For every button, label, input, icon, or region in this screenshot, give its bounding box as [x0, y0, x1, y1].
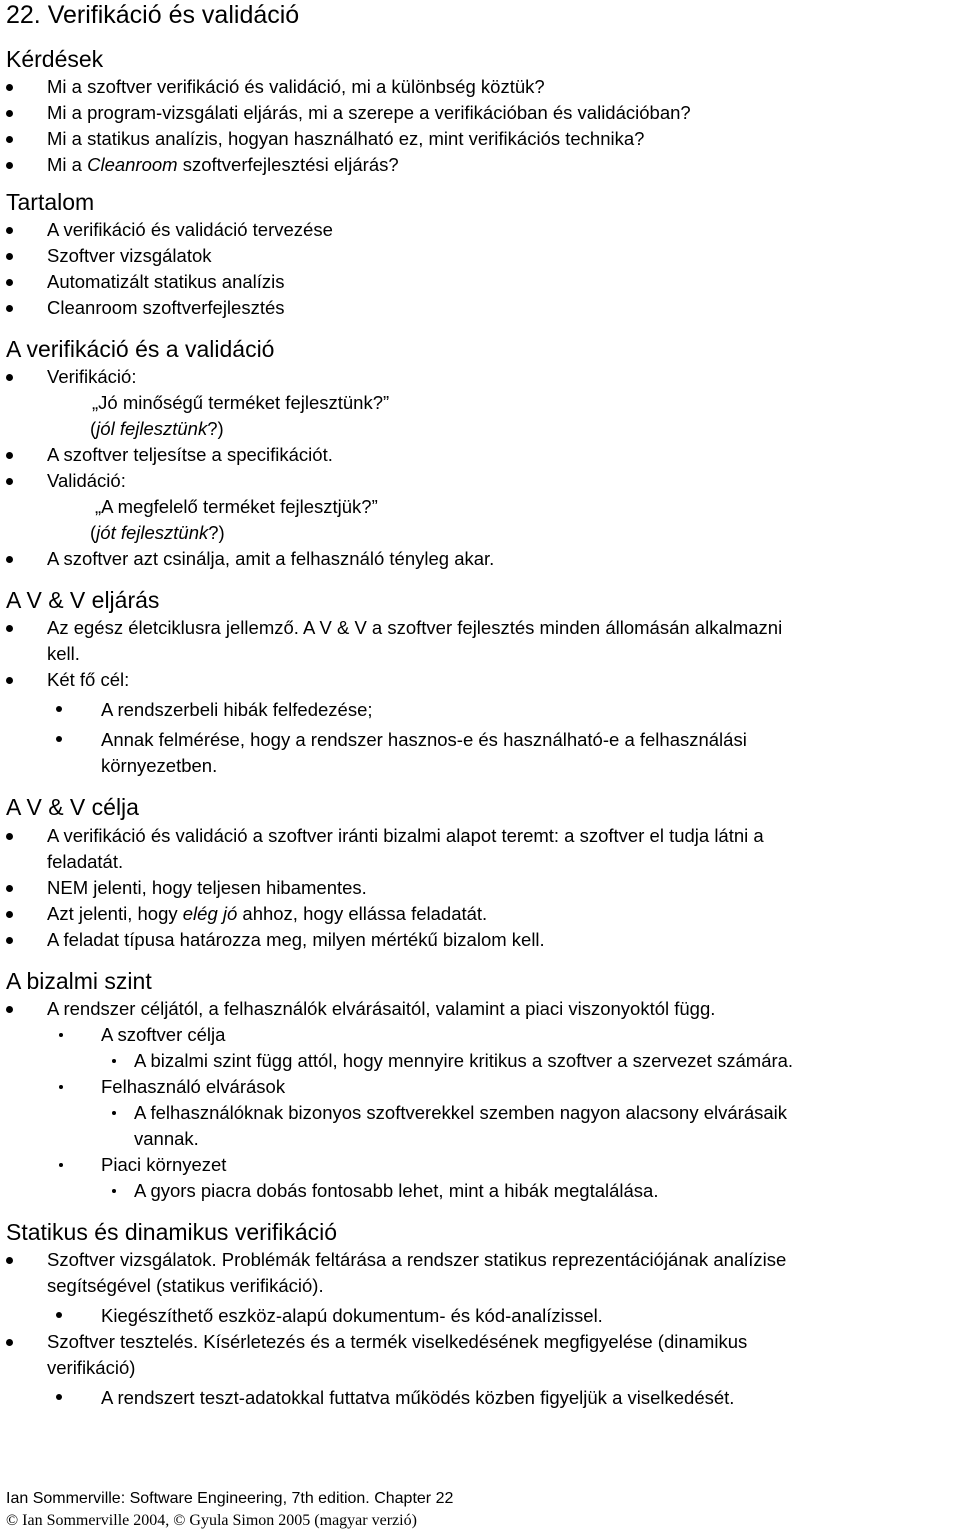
list-item: A verifikáció és validáció a szoftver iránti bizalmi alapot teremt: a szoftver el tudja látni a feladatát.: [6, 823, 956, 875]
bullet-icon: [56, 1394, 62, 1400]
bullet-icon: [6, 253, 13, 260]
bullet-icon: [6, 110, 13, 117]
sub-list-item: Kiegészíthető eszköz-alapú dokumentum- és kód-analízissel.: [6, 1303, 956, 1329]
bullet-icon: [6, 677, 13, 684]
section-heading-bizalmi: A bizalmi szint: [6, 968, 152, 994]
list-bizalmi: [6, 996, 956, 1204]
bullet-icon: [6, 625, 13, 632]
list-item: Két fő cél:: [6, 667, 956, 693]
list-item: Validáció:: [6, 468, 956, 494]
list-eljaras: [6, 615, 956, 779]
bullet-icon: [6, 374, 13, 381]
bullet-icon: [59, 1085, 63, 1089]
section-heading-eljaras: A V & V eljárás: [6, 587, 160, 613]
document-title: 22. Verifikáció és validáció: [6, 1, 300, 29]
list-item: Szoftver tesztelés. Kísérletezés és a termék viselkedésének megfigyelése (dinamikus verifikáció): [6, 1329, 956, 1381]
valid-note: (jót fejlesztünk?): [90, 522, 225, 543]
bullet-icon: [6, 279, 13, 286]
bullet-icon: [112, 1059, 116, 1063]
verif-quote: „Jó minőségű terméket fejlesztünk?”: [92, 392, 390, 413]
list-item: Mi a Cleanroom szoftverfejlesztési eljárás?: [6, 152, 956, 178]
list-item: Szoftver vizsgálatok: [6, 243, 956, 269]
bullet-icon: [6, 911, 13, 918]
list-item: Mi a program-vizsgálati eljárás, mi a szerepe a verifikációban és validációban?: [6, 100, 956, 126]
bullet-icon: [59, 1163, 63, 1167]
list-kerdesek: [6, 74, 956, 178]
list-item: Mi a szoftver verifikáció és validáció, mi a különbség köztük?: [6, 74, 956, 100]
bullet-icon: [6, 478, 13, 485]
bullet-icon: [112, 1111, 116, 1115]
list-tartalom: [6, 217, 956, 321]
sub-sub-list-item: A bizalmi szint függ attól, hogy mennyire kritikus a szoftver a szervezet számára.: [6, 1048, 956, 1074]
bullet-icon: [56, 1312, 62, 1318]
sub-list-item: A rendszert teszt-adatokkal futtatva működés közben figyeljük a viselkedését.: [6, 1385, 956, 1411]
section-heading-kerdesek: Kérdések: [6, 46, 104, 72]
bullet-icon: [6, 227, 13, 234]
bullet-icon: [6, 1006, 13, 1013]
bullet-icon: [6, 833, 13, 840]
bullet-icon: [6, 1257, 13, 1264]
bullet-icon: [6, 937, 13, 944]
page-footer: [6, 1488, 453, 1532]
section-heading-vv: A verifikáció és a validáció: [6, 336, 275, 362]
document-page: [6, 0, 956, 1411]
list-item: Verifikáció:: [6, 364, 956, 390]
list-celja: [6, 823, 956, 953]
list-item: A szoftver teljesítse a specifikációt.: [6, 442, 956, 468]
bullet-icon: [6, 885, 13, 892]
sub-list-item: A rendszerbeli hibák felfedezése;: [6, 697, 956, 723]
sub-list-item: A szoftver célja: [6, 1022, 956, 1048]
sub-sub-list-item: A felhasználóknak bizonyos szoftverekkel szemben nagyon alacsony elvárásaik vannak.: [6, 1100, 956, 1152]
list-statikus: [6, 1247, 956, 1411]
list-item: Mi a statikus analízis, hogyan használható ez, mint verifikációs technika?: [6, 126, 956, 152]
sub-sub-list-item: A gyors piacra dobás fontosabb lehet, mint a hibák megtalálása.: [6, 1178, 956, 1204]
bullet-icon: [6, 305, 13, 312]
footer-citation: Ian Sommerville: Software Engineering, 7th edition. Chapter 22: [6, 1490, 454, 1507]
bullet-icon: [6, 556, 13, 563]
list-item: Szoftver vizsgálatok. Problémák feltárása a rendszer statikus reprezentációjának analízise segítségével (statikus verifikáció).: [6, 1247, 956, 1299]
section-heading-celja: A V & V célja: [6, 794, 139, 820]
bullet-icon: [59, 1033, 63, 1037]
list-item: NEM jelenti, hogy teljesen hibamentes.: [6, 875, 956, 901]
list-item: A verifikáció és validáció tervezése: [6, 217, 956, 243]
section-heading-tartalom: Tartalom: [6, 189, 95, 215]
list-item: Az egész életciklusra jellemző. A V & V a szoftver fejlesztés minden állomásán alkalmazni kell.: [6, 615, 956, 667]
list-item: Automatizált statikus analízis: [6, 269, 956, 295]
footer-copyright: © Ian Sommerville 2004, © Gyula Simon 2005 (magyar verzió): [6, 1512, 417, 1529]
sub-list-item: Piaci környezet: [6, 1152, 956, 1178]
list-item: Cleanroom szoftverfejlesztés: [6, 295, 956, 321]
bullet-icon: [6, 136, 13, 143]
bullet-icon: [6, 162, 13, 169]
list-item: A szoftver azt csinálja, amit a felhasználó tényleg akar.: [6, 546, 956, 572]
verif-note: (jól fejlesztünk?): [90, 418, 224, 439]
list-item: Azt jelenti, hogy elég jó ahhoz, hogy ellássa feladatát.: [6, 901, 956, 927]
bullet-icon: [6, 84, 13, 91]
sub-list-item: Annak felmérése, hogy a rendszer hasznos-e és használható-e a felhasználási környezetben.: [6, 727, 956, 779]
sub-list-item: Felhasználó elvárások: [6, 1074, 956, 1100]
list-vv: [6, 364, 956, 572]
list-item: A feladat típusa határozza meg, milyen mértékű bizalom kell.: [6, 927, 956, 953]
bullet-icon: [6, 452, 13, 459]
list-item: A rendszer céljától, a felhasználók elvárásaitól, valamint a piaci viszonyoktól függ.: [6, 996, 956, 1022]
bullet-icon: [56, 736, 62, 742]
bullet-icon: [56, 706, 62, 712]
valid-quote: „A megfelelő terméket fejlesztjük?”: [95, 496, 378, 517]
bullet-icon: [112, 1189, 116, 1193]
bullet-icon: [6, 1339, 13, 1346]
section-heading-statikus: Statikus és dinamikus verifikáció: [6, 1219, 338, 1245]
